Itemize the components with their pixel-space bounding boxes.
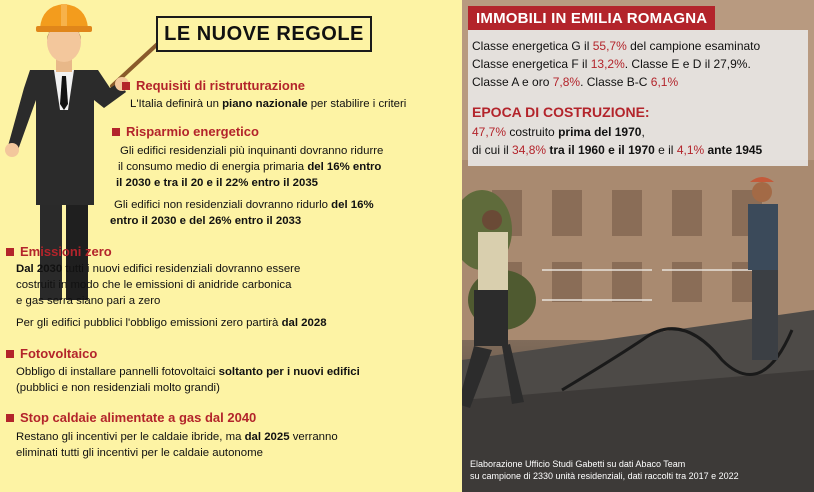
stat-line-classe-g: Classe energetica G il 55,7% del campione esaminato [472, 39, 761, 53]
caldaie-text-l2: eliminati tutti gli incentivi per le caldaie autonome [16, 447, 263, 459]
stat-line-classe-a: Classe A e oro 7,8%. Classe B-C 6,1% [472, 75, 679, 89]
source-caption-l1: Elaborazione Ufficio Studi Gabetti su dati Abaco Team [470, 459, 686, 469]
bullet-icon [122, 82, 130, 90]
section-title-caldaie [6, 410, 256, 425]
bullet-icon [6, 248, 14, 256]
fotovoltaico-text-l2: (pubblici e non residenziali molto grandi) [16, 382, 220, 394]
fotovoltaico-text-l1: Obbligo di installare pannelli fotovoltaici soltanto per i nuovi edifici [16, 366, 360, 378]
stat-line-epoca-1: 47,7% costruito prima del 1970, [472, 125, 645, 139]
stat-line-classe-f: Classe energetica F il 13,2%. Classe E e D il 27,9%. [472, 57, 751, 71]
title-box [156, 16, 372, 52]
ristrutturazione-text: L'Italia definirà un piano nazionale per stabilire i criteri [130, 98, 407, 110]
bullet-icon [6, 414, 14, 422]
emissioni-text-l2: costruiti in modo che le emissioni di anidride carbonica [16, 279, 292, 291]
section-title-text: Requisiti di ristrutturazione [136, 78, 306, 93]
risparmio-text-l4: Gli edifici non residenziali dovranno ridurlo del 16% [114, 199, 374, 211]
panel-header-text: IMMOBILI IN EMILIA ROMAGNA [476, 9, 708, 27]
panel-header [468, 6, 715, 30]
statistics-panel [462, 0, 814, 492]
section-title-risparmio [112, 124, 259, 139]
risparmio-text-l2: il consumo medio di energia primaria del 16% entro [118, 161, 382, 173]
emissioni-text-l1: Dal 2030 tutti i nuovi edifici residenziali dovranno essere [16, 263, 301, 275]
risparmio-text-l5: entro il 2030 e del 26% entro il 2033 [110, 215, 302, 227]
section-title-text: Risparmio energetico [126, 124, 259, 139]
bullet-icon [112, 128, 120, 136]
section-title-text: Stop caldaie alimentate a gas dal 2040 [20, 410, 257, 425]
section-title-emissioni [6, 244, 112, 259]
emissioni-text-l3: e gas serra siano pari a zero [16, 295, 161, 307]
section-title-text: Fotovoltaico [20, 346, 98, 361]
section-title-text: Emissioni zero [20, 244, 112, 259]
emissioni-text-l4: Per gli edifici pubblici l'obbligo emissioni zero partirà dal 2028 [16, 317, 327, 329]
page-title: LE NUOVE REGOLE [164, 22, 364, 45]
section-subtitle-epoca: EPOCA DI COSTRUZIONE: [472, 104, 650, 120]
section-title-fotovoltaico [6, 346, 97, 361]
bullet-icon [6, 350, 14, 358]
risparmio-text-l3: il 2030 e tra il 20 e il 22% entro il 2035 [116, 177, 318, 189]
risparmio-text-l1: Gli edifici residenziali più inquinanti dovranno ridurre [120, 145, 384, 157]
caldaie-text-l1: Restano gli incentivi per le caldaie ibride, ma dal 2025 verranno [16, 431, 338, 443]
section-title-ristrutturazione [122, 78, 305, 93]
source-caption-l2: su campione di 2330 unità residenziali, dati raccolti tra 2017 e 2022 [470, 471, 739, 481]
stat-line-epoca-2: di cui il 34,8% tra il 1960 e il 1970 e il 4,1% ante 1945 [472, 143, 763, 157]
